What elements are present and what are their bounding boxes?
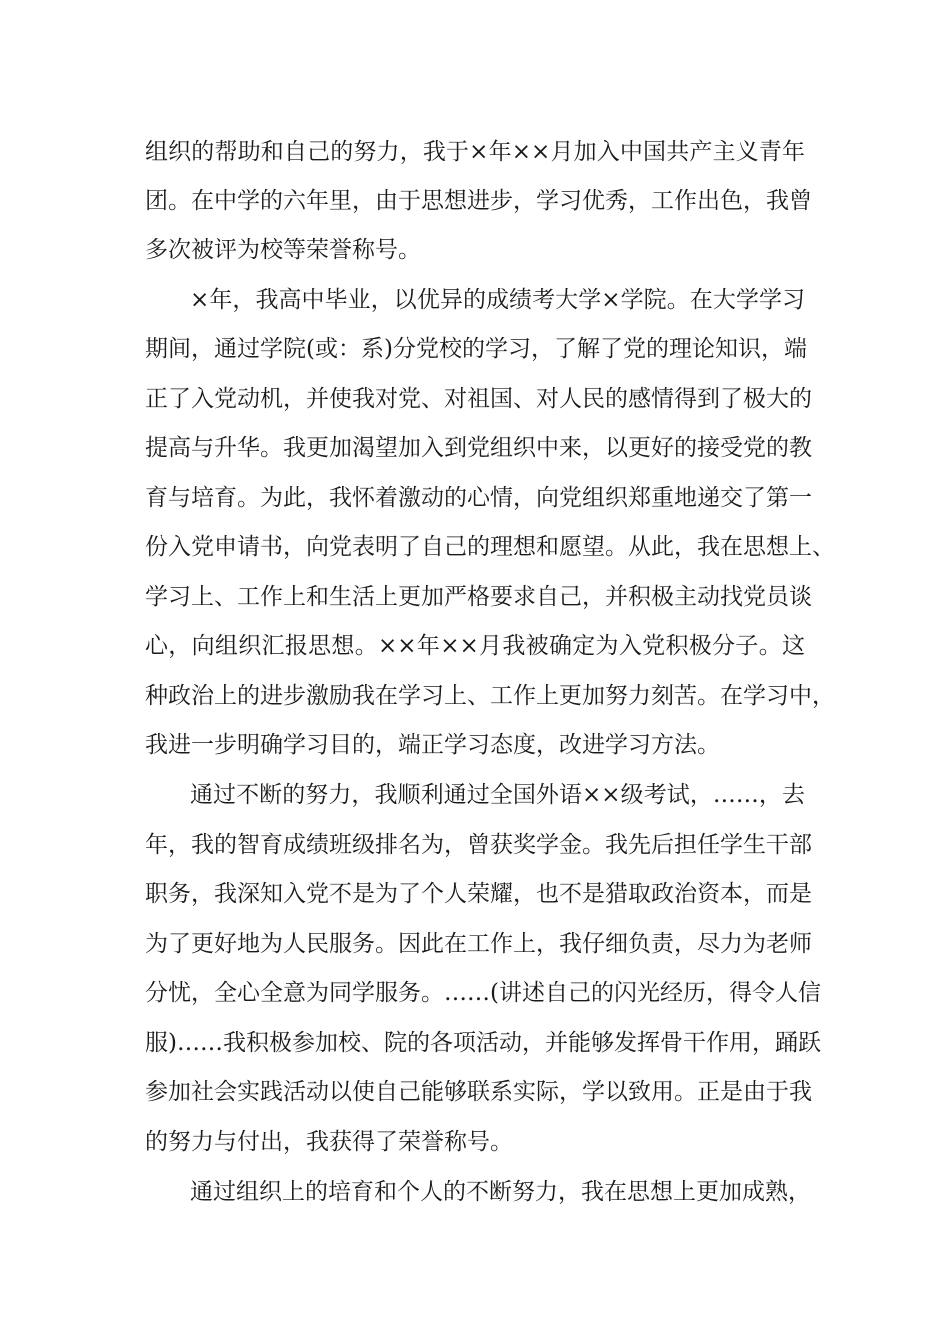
text-line: 心，向组织汇报思想。××年××月我被确定为入党积极分子。这 bbox=[145, 633, 805, 659]
text-line: 参加社会实践活动以使自己能够联系实际，学以致用。正是由于我 bbox=[145, 1079, 812, 1105]
text-line: 通过不断的努力，我顺利通过全国外语××级考试，……，去 bbox=[190, 782, 805, 808]
text-line: 种政治上的进步激励我在学习上、工作上更加努力刻苦。在学习中， bbox=[145, 683, 835, 709]
text-line: 组织的帮助和自己的努力，我于×年××月加入中国共产主义青年 bbox=[145, 139, 805, 165]
text-line: 我进一步明确学习目的，端正学习态度，改进学习方法。 bbox=[145, 732, 720, 758]
text-line: 服)……我积极参加校、院的各项活动，并能够发挥骨干作用，踊跃 bbox=[145, 1030, 821, 1056]
text-line: 多次被评为校等荣誉称号。 bbox=[145, 237, 421, 263]
text-line: 期间，通过学院(或：系)分党校的学习，了解了党的理论知识，端 bbox=[145, 336, 807, 362]
text-line: 正了入党动机，并使我对党、对祖国、对人民的感情得到了极大的 bbox=[145, 386, 812, 412]
text-line: ×年，我高中毕业，以优异的成绩考大学×学院。在大学学习 bbox=[190, 287, 805, 313]
text-line: 的努力与付出，我获得了荣誉称号。 bbox=[145, 1129, 513, 1155]
text-line: 育与培育。为此，我怀着激动的心情，向党组织郑重地递交了第一 bbox=[145, 485, 812, 511]
text-line: 职务，我深知入党不是为了个人荣耀，也不是猎取政治资本，而是 bbox=[145, 881, 812, 907]
text-line: 团。在中学的六年里，由于思想进步，学习优秀，工作出色，我曾 bbox=[145, 188, 812, 214]
text-line: 年，我的智育成绩班级排名为，曾获奖学金。我先后担任学生干部 bbox=[145, 832, 812, 858]
text-line: 为了更好地为人民服务。因此在工作上，我仔细负责，尽力为老师 bbox=[145, 931, 812, 957]
text-line: 提高与升华。我更加渴望加入到党组织中来，以更好的接受党的教 bbox=[145, 435, 812, 461]
text-line: 通过组织上的培育和个人的不断努力，我在思想上更加成熟， bbox=[190, 1179, 811, 1205]
text-line: 学习上、工作上和生活上更加严格要求自己，并积极主动找党员谈 bbox=[145, 584, 812, 610]
text-line: 份入党申请书，向党表明了自己的理想和愿望。从此，我在思想上、 bbox=[145, 534, 835, 560]
text-line: 分忧，全心全意为同学服务。……(讲述自己的闪光经历，得令人信 bbox=[145, 980, 821, 1006]
